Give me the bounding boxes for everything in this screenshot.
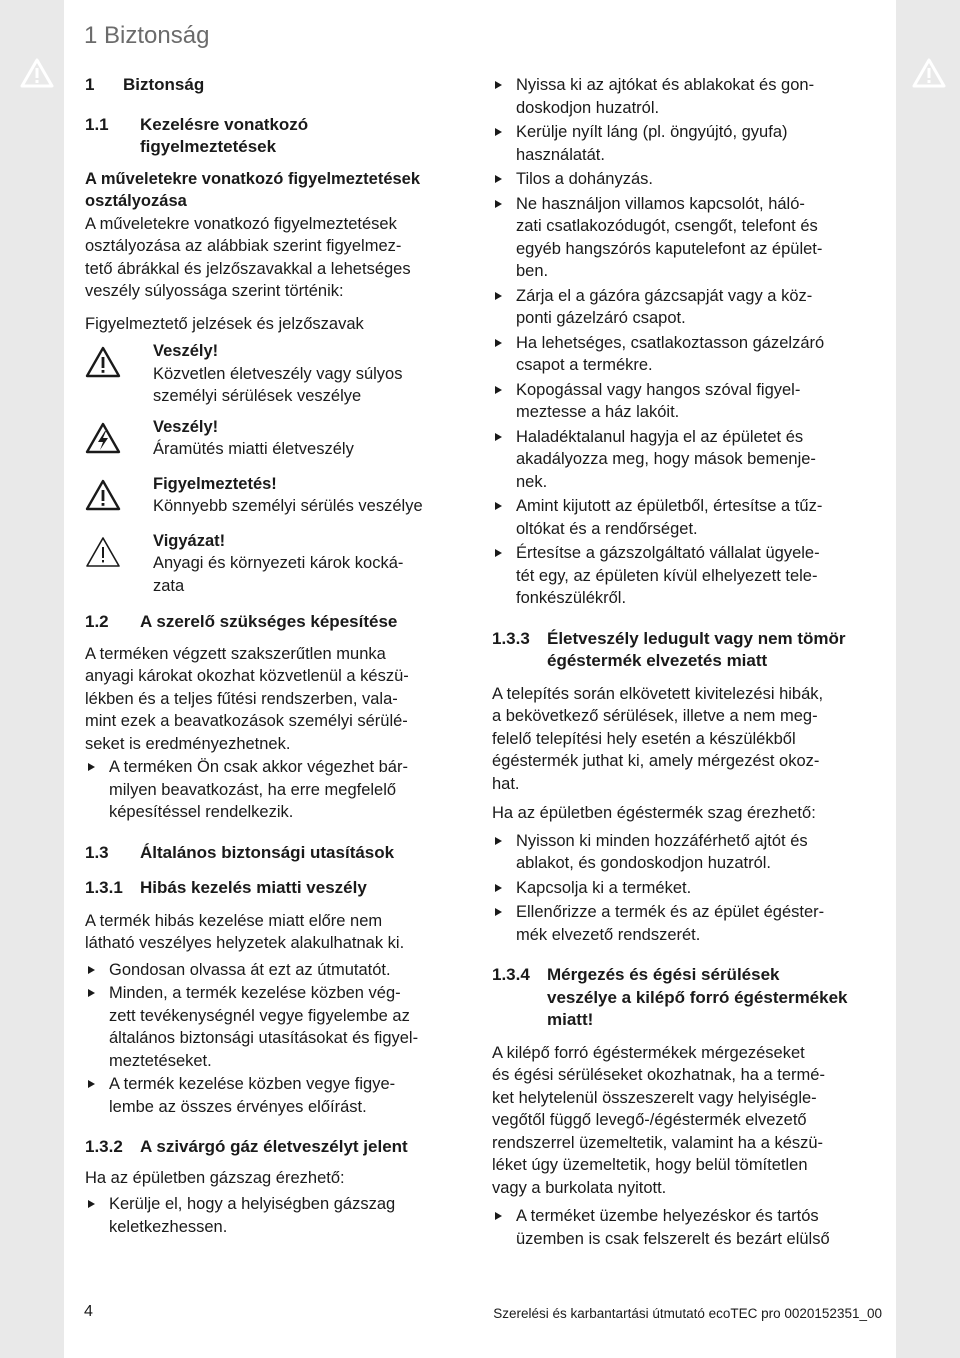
list-item	[85, 756, 470, 824]
signal-word: Vigyázat!	[153, 531, 226, 550]
section-number: 1.3.4	[492, 965, 530, 984]
list-line: tét egy, az épületen kívül elhelyezett tele-	[516, 566, 818, 585]
list-line: Ellenőrizze a termék és az épület égéster-	[516, 903, 825, 921]
list-item	[492, 332, 886, 377]
warning-text-line: Könnyebb személyi sérülés veszélye	[153, 497, 423, 515]
body-line: veszély súlyossága szerint történik:	[85, 282, 344, 300]
list-line: Ne használjon villamos kapcsolót, háló-	[516, 194, 805, 213]
list-line: képesítéssel rendelkezik.	[109, 803, 294, 821]
gas-leak-list-continued	[492, 74, 886, 610]
body-line: ket helytelenül összeszerelt vagy helyiségle-	[492, 1088, 817, 1107]
misuse-body	[85, 910, 470, 955]
signal-words-heading: Figyelmeztető jelzések és jelzőszavak	[85, 314, 364, 333]
list-line: A terméken Ön csak akkor végezhet bár-	[109, 758, 408, 776]
section-title-line: Mérgezés és égési sérülések	[547, 965, 780, 984]
section-heading-1-3-2	[85, 1136, 470, 1159]
warning-electric	[85, 416, 470, 461]
warning-text-line: Anyagi és környezeti károk kocká-	[153, 554, 404, 572]
section-heading-1-3	[85, 842, 470, 865]
list-line: zati csatlakozódugót, csengőt, telefont és	[516, 217, 818, 235]
list-line: Tilos a dohányzás.	[516, 170, 653, 188]
section-title-line: veszélye a kilépő forró égéstermékek	[547, 987, 848, 1007]
section-number: 1.2	[85, 612, 109, 631]
list-item	[492, 74, 886, 119]
warning-triangle-icon	[912, 58, 946, 88]
list-line: Zárja el a gázóra gázcsapját vagy a köz-	[516, 286, 813, 305]
gas-leak-body: Ha az épületben gázszag érezhető:	[85, 1168, 345, 1187]
warning-caution	[85, 473, 470, 518]
list-line: nek.	[516, 472, 548, 491]
section-title-line: miatt!	[547, 1010, 594, 1029]
list-item	[492, 495, 886, 540]
list-line: ponti gázelzáró csapot.	[516, 309, 686, 327]
list-line: Kopogással vagy hangos szóval figyel-	[516, 380, 801, 399]
body-line: vegőtől függő levegő-/égéstermék elvezető	[492, 1111, 807, 1129]
section-title-line: Kezelésre vonatkozó	[140, 114, 309, 134]
list-line: Haladéktalanul hagyja el az épületet és	[516, 427, 804, 446]
section-title	[547, 628, 846, 673]
warning-text-line: Áramütés miatti életveszély	[153, 440, 354, 458]
list-item	[85, 1193, 470, 1238]
body-line: hat.	[492, 774, 520, 793]
section-title-line: figyelmeztetések	[140, 137, 277, 156]
list-line: A termék kezelése közben vegye figye-	[109, 1075, 396, 1093]
flue-body-2: Ha az épületben égéstermék szag érezhető:	[492, 804, 816, 822]
list-line: zett tevékenységnél vegye figyelembe az	[109, 1006, 410, 1025]
list-line: üzemben is csak felszerelt és bezárt elülső	[516, 1229, 830, 1248]
list-line: általános biztonsági utasításokat és figyel-	[109, 1029, 419, 1047]
body-line: A terméken végzett szakszerűtlen munka	[85, 644, 386, 663]
body-line: felelő telepítési hely esetén a készülékből	[492, 729, 796, 748]
warning-danger	[85, 340, 470, 408]
body-line: mint ezek a beavatkozások személyi sérülé-	[85, 712, 408, 730]
body-line: látható veszélyes helyzetek alakulhatnak ki.	[85, 934, 405, 952]
body-line: égéstermék juthat ki, amely mérgezést okoz-	[492, 752, 820, 770]
flue-body	[492, 683, 886, 796]
electric-hazard-icon	[85, 422, 121, 454]
list-line: meztesse a ház lakóit.	[516, 403, 680, 421]
list-line: Kapcsolja ki a terméket.	[516, 878, 692, 897]
right-margin-band	[896, 0, 960, 1358]
body-line: osztályozása az alábbiak szerint figyelmez-	[85, 237, 402, 255]
list-line: Gondosan olvassa át ezt az útmutatót.	[109, 960, 391, 979]
chapter-number: 1	[85, 75, 95, 94]
list-line: Kerülje el, hogy a helyiségben gázszag	[109, 1195, 396, 1213]
list-line: Kerülje nyílt láng (pl. öngyújtó, gyufa)	[516, 123, 788, 141]
list-item	[85, 959, 470, 982]
list-line: Ha lehetséges, csatlakoztasson gázelzáró	[516, 333, 825, 352]
list-line: milyen beavatkozást, ha erre megfelelő	[109, 780, 397, 799]
section-heading-1-3-1	[85, 877, 470, 900]
body-line: tető ábrákkal és jelzőszavakkal a lehetséges	[85, 259, 411, 278]
list-line: keletkezhessen.	[109, 1217, 228, 1236]
list-line: ben.	[516, 262, 549, 280]
body-line: A műveletekre vonatkozó figyelmeztetések	[85, 214, 397, 233]
exhaust-body	[492, 1042, 886, 1200]
warning-triangle-icon	[20, 58, 54, 88]
list-item	[492, 379, 886, 424]
list-line: használatát.	[516, 145, 605, 164]
classification-heading	[85, 168, 470, 213]
warning-text-line: zata	[153, 576, 185, 595]
body-line: A kilépő forró égéstermékek mérgezéseket	[492, 1043, 805, 1062]
list-item	[492, 542, 886, 610]
list-line: mék elvezető rendszerét.	[516, 925, 701, 944]
list-line: A terméket üzembe helyezéskor és tartós	[516, 1207, 819, 1225]
body-line: a bekövetkező sérülések, illetve a nem meg-	[492, 707, 818, 725]
qualification-list	[85, 756, 470, 824]
section-number: 1.3.3	[492, 628, 530, 648]
left-margin-band	[0, 0, 64, 1358]
list-item	[85, 982, 470, 1072]
signal-word: Figyelmeztetés!	[153, 474, 277, 493]
body-line: lékben és a teljes fűtési rendszerben, vala-	[85, 689, 398, 708]
exhaust-list	[492, 1205, 886, 1250]
list-line: csapot a termékre.	[516, 356, 653, 374]
flue-list	[492, 830, 886, 947]
list-line: fonkészülékről.	[516, 589, 627, 607]
list-item	[492, 426, 886, 494]
section-title: Általános biztonsági utasítások	[140, 842, 395, 862]
body-line: vagy a burkolata nyitott.	[492, 1178, 667, 1197]
section-heading-1-1	[85, 114, 470, 159]
warning-icon	[85, 479, 121, 511]
gas-leak-list	[85, 1193, 470, 1238]
footer-document-title: Szerelési és karbantartási útmutató ecoTEC pro 0020152351_00	[493, 1306, 882, 1321]
list-line: meztetéseket.	[109, 1051, 212, 1070]
list-line: oltókat és a rendőrséget.	[516, 519, 698, 538]
body-line: rendszerrel üzemeltetik, valamint ha a készü-	[492, 1133, 824, 1152]
chapter-title: Biztonság	[123, 75, 205, 94]
list-line: akadályozza meg, hogy mások bemenje-	[516, 450, 816, 468]
list-line: Minden, a termék kezelése közben vég-	[109, 984, 401, 1002]
body-line: seket is eredményezhetnek.	[85, 734, 291, 753]
list-line: Nyisson ki minden hozzáférhető ajtót és	[516, 831, 808, 850]
list-item	[492, 1205, 886, 1250]
qualification-body	[85, 643, 470, 756]
list-line: doskodjon huzatról.	[516, 98, 660, 117]
list-item	[492, 830, 886, 875]
warning-text-line: személyi sérülések veszélye	[153, 387, 362, 405]
body-line: léket úgy üzemeltetik, hogy belül tömítetlen	[492, 1156, 808, 1174]
list-line: ablakot, és gondoskodjon huzatról.	[516, 854, 772, 872]
section-title: A szerelő szükséges képesítése	[140, 612, 398, 631]
section-title: Hibás kezelés miatti veszély	[140, 878, 367, 897]
caution-icon	[85, 536, 121, 568]
subhead-line: osztályozása	[85, 192, 187, 210]
list-item	[492, 901, 886, 946]
list-item	[492, 877, 886, 900]
list-line: Amint kijutott az épületből, értesítse a tűz-	[516, 497, 823, 515]
body-line: és égési sérüléseket okozhatnak, ha a termé-	[492, 1066, 825, 1084]
list-item	[492, 121, 886, 166]
warning-text-line: Közvetlen életveszély vagy súlyos	[153, 364, 403, 383]
list-line: Nyissa ki az ajtókat és ablakokat és gon-	[516, 76, 815, 94]
list-line: Értesítse a gázszolgáltató vállalat ügyele-	[516, 544, 820, 562]
classification-body	[85, 213, 470, 303]
list-item	[492, 168, 886, 191]
right-column	[492, 74, 886, 1250]
section-heading-1-3-3	[492, 628, 886, 673]
section-title: A szivárgó gáz életveszélyt jelent	[140, 1137, 408, 1156]
running-header: 1 Biztonság	[84, 22, 210, 49]
section-title-line: égéstermék elvezetés miatt	[547, 651, 768, 670]
section-number: 1.3.1	[85, 878, 123, 897]
misuse-list	[85, 959, 470, 1119]
list-line: lembe az összes érvényes előírást.	[109, 1097, 367, 1116]
list-item	[492, 193, 886, 283]
signal-word: Veszély!	[153, 417, 219, 436]
signal-word: Veszély!	[153, 342, 219, 360]
subhead-line: A műveletekre vonatkozó figyelmeztetések	[85, 169, 421, 188]
body-line: A termék hibás kezelése miatt előre nem	[85, 911, 383, 930]
section-heading-1-2	[85, 611, 470, 634]
left-column	[85, 74, 470, 1238]
body-line: A telepítés során elkövetett kivitelezési hibák,	[492, 684, 824, 703]
list-line: egyéb hangszórós kaputelefont az épület-	[516, 239, 823, 258]
danger-icon	[85, 346, 121, 378]
section-title-line: Életveszély ledugult vagy nem tömör	[547, 628, 846, 648]
list-item	[85, 1073, 470, 1118]
list-item	[492, 285, 886, 330]
section-number: 1.1	[85, 114, 109, 134]
warning-notice	[85, 530, 470, 598]
section-heading-1-3-4	[492, 964, 886, 1032]
page-number: 4	[84, 1303, 93, 1320]
section-number: 1.3.2	[85, 1137, 123, 1156]
section-number: 1.3	[85, 842, 109, 862]
body-line: anyagi károkat okozhat közvetlenül a készü-	[85, 667, 409, 685]
section-title	[140, 114, 308, 159]
section-title	[547, 964, 848, 1032]
chapter-heading	[85, 74, 470, 97]
